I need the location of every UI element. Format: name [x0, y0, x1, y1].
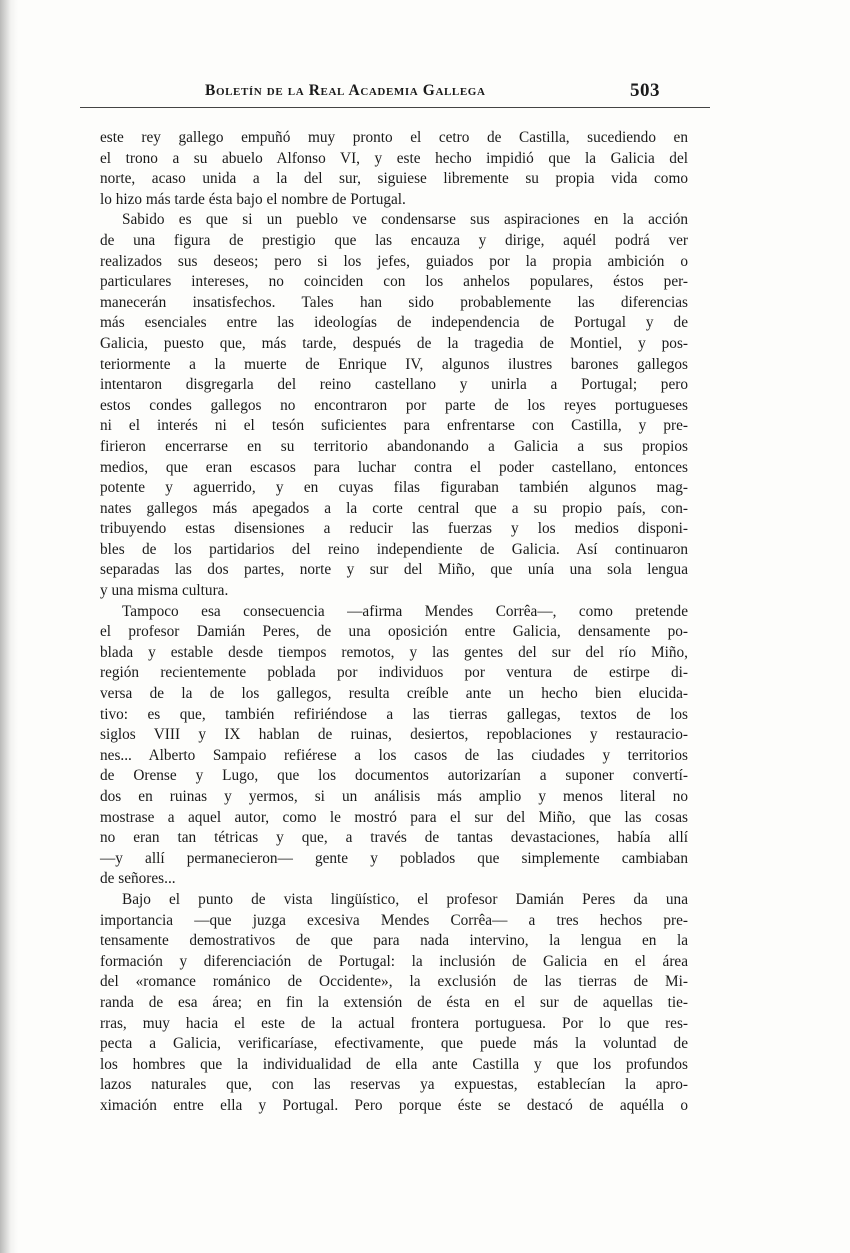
text-line: Galicia, puesto que, más tarde, después de la tragedia de Montiel, y pos- [100, 334, 688, 352]
text-line: nates gallegos más apegados a la corte central que a su propio país, con- [100, 499, 688, 517]
text-line: teriormente a la muerte de Enrique IV, algunos ilustres barones gallegos [100, 355, 688, 373]
text-line: tivo: es que, también refiriéndose a las tierras gallegas, textos de los [100, 705, 688, 723]
paragraph-start: Bajo el punto de vista lingüístico, el profesor Damián Peres da una [122, 890, 688, 908]
text-line: bles de los partidarios del reino independiente de Galicia. Así continuaron [100, 540, 688, 558]
scan-binding-shadow [0, 0, 18, 1253]
text-line: y una misma cultura. [100, 582, 229, 600]
paragraph-start: Tampoco esa consecuencia —afirma Mendes Corrêa—, como pretende [122, 602, 688, 620]
text-line: dos en ruinas y yermos, si un análisis más amplio y menos literal no [100, 788, 688, 805]
text-line: más esenciales entre las ideologías de independencia de Portugal y de [100, 314, 688, 332]
text-line: región recientemente poblada por individuos por ventura de estirpe di- [100, 664, 688, 682]
text-line: pecta a Galicia, verificaríase, efectivamente, que puede más la voluntad de [100, 1035, 688, 1053]
text-line: del «romance románico de Occidente», la exclusión de las tierras de Mi- [100, 973, 688, 991]
running-head: Boletín de la Real Academia Gallega [205, 82, 486, 99]
text-line: los hombres que la individualidad de ella ante Castilla y que los profundos [100, 1055, 688, 1073]
text-line: separadas las dos partes, norte y sur del Miño, que unía una sola lengua [100, 561, 688, 579]
text-line: intentaron disgregarla del reino castellano y unirla a Portugal; pero [100, 376, 688, 394]
paragraph-start: Sabido es que si un pueblo ve condensarse sus aspiraciones en la acción [122, 211, 688, 229]
text-line: potente y aguerrido, y en cuyas filas figuraban también algunos mag- [100, 479, 688, 497]
text-line: nes... Alberto Sampaio refiérese a los casos de las ciudades y territorios [100, 746, 688, 764]
text-line: particulares intereses, no coinciden con los anhelos populares, éstos per- [100, 273, 688, 291]
text-line: formación y diferenciación de Portugal: la inclusión de Galicia en el área [100, 952, 688, 970]
header-rule [80, 107, 710, 108]
text-line: —y allí permanecieron— gente y poblados que simplemente cambiaban [100, 849, 688, 867]
text-line: este rey gallego empuñó muy pronto el cetro de Castilla, sucediendo en [100, 129, 688, 146]
text-line: manecerán insatisfechos. Tales han sido probablemente las diferencias [100, 293, 688, 311]
text-line: siglos VIII y IX hablan de ruinas, desiertos, repoblaciones y restauracio- [100, 726, 688, 744]
text-line: de señores... [100, 870, 176, 888]
text-line: realizados sus deseos; pero si los jefes, guiados por la propia ambición o [100, 252, 688, 270]
text-line: ximación entre ella y Portugal. Pero porque éste se destacó de aquélla o [100, 1096, 688, 1114]
text-line: no eran tan tétricas y que, a través de tantas devastaciones, había allí [100, 829, 688, 847]
text-line: el trono a su abuelo Alfonso VI, y este hecho impidió que la Galicia del [100, 149, 688, 167]
text-line: firieron encerrarse en su territorio abandonando a Galicia a sus propios [100, 437, 688, 455]
text-line: de una figura de prestigio que las encauza y dirige, aquél podrá ver [100, 231, 688, 249]
page-number: 503 [630, 80, 660, 101]
text-line: de Orense y Lugo, que los documentos autorizarían a suponer convertí- [100, 767, 688, 785]
text-line: medios, que eran escasos para luchar contra el poder castellano, entonces [100, 458, 688, 476]
text-line: estos condes gallegos no encontraron por parte de los reyes portugueses [100, 396, 688, 414]
text-line: versa de la de los gallegos, resulta creíble ante un hecho bien elucida- [100, 685, 688, 703]
page-header [205, 80, 660, 110]
text-line: el profesor Damián Peres, de una oposición entre Galicia, densamente po- [100, 623, 688, 641]
text-line: importancia —que juzga excesiva Mendes Corrêa— a tres hechos pre- [100, 911, 688, 929]
text-line: mostrase a aquel autor, como le mostró para el sur del Miño, que las cosas [100, 808, 688, 826]
text-line: ni el interés ni el tesón suficientes para enfrentarse con Castilla, y pre- [100, 417, 688, 435]
text-line: lazos naturales que, con las reservas ya expuestas, establecían la apro- [100, 1076, 688, 1094]
text-line: tensamente demostrativos de que para nada intervino, la lengua en la [100, 932, 688, 950]
text-line: tribuyendo estas disensiones a reducir las fuerzas y los medios disponi- [100, 520, 688, 538]
text-line: blada y estable desde tiempos remotos, y las gentes del sur del río Miño, [100, 643, 688, 661]
text-line: rras, muy hacia el este de la actual frontera portuguesa. Por lo que res- [100, 1014, 688, 1032]
text-line: norte, acaso unida a la del sur, siguiese libremente su propia vida como [100, 170, 688, 188]
body-text [100, 128, 688, 1117]
text-line: lo hizo más tarde ésta bajo el nombre de Portugal. [100, 190, 406, 208]
text-line: randa de esa área; en fin la extensión de ésta en el sur de aquellas tie- [100, 993, 688, 1011]
